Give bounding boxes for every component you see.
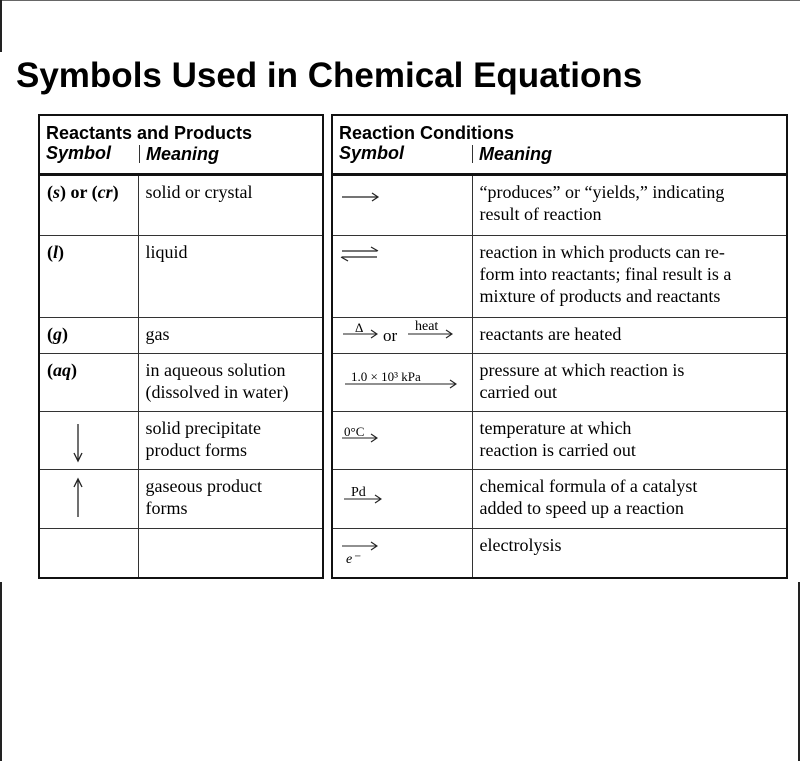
table-header-row — [332, 115, 787, 174]
column-header-symbol: Symbol — [46, 143, 112, 163]
table-row — [332, 235, 787, 317]
meaning-line: temperature at which — [479, 417, 632, 438]
symbol-aqueous: aq — [53, 359, 71, 380]
meaning-cell: electrolysis — [472, 528, 787, 578]
meaning-cell — [472, 469, 787, 528]
left-edge-line — [0, 0, 2, 52]
empty-cell — [138, 528, 323, 578]
symbol-gas: g — [53, 323, 62, 344]
table-row — [332, 317, 787, 353]
symbol-cell: (s) or (cr) — [39, 174, 138, 235]
meaning-cell — [472, 411, 787, 469]
meaning-cell — [138, 469, 323, 528]
or-label: or — [383, 325, 398, 345]
symbol-cell — [332, 469, 472, 528]
table-heading: Reaction Conditions — [339, 123, 514, 143]
delta-label: Δ — [355, 319, 364, 335]
down-arrow-icon — [40, 412, 139, 470]
table-row — [39, 174, 323, 235]
meaning-cell: reactants are heated — [472, 317, 787, 353]
table-header-row — [39, 115, 323, 174]
temperature-label: 0°C — [344, 423, 365, 439]
symbol-liquid: l — [53, 241, 59, 262]
empty-cell — [39, 528, 138, 578]
table-row — [39, 528, 323, 578]
symbol-solid: s — [53, 181, 61, 202]
meaning-line: carried out — [479, 381, 557, 402]
table-row — [332, 353, 787, 411]
symbol-cell — [332, 235, 472, 317]
meaning-line: “produces” or “yields,” indicating — [479, 181, 725, 202]
meaning-cell: gas — [138, 317, 323, 353]
reaction-conditions-table — [331, 114, 788, 579]
table-header-cell — [332, 115, 787, 174]
meaning-line: pressure at which reaction is — [479, 359, 685, 380]
equilibrium-arrows-icon — [333, 236, 473, 318]
symbol-cell — [332, 528, 472, 578]
meaning-cell — [472, 353, 787, 411]
page-title: Symbols Used in Chemical Equations — [16, 56, 643, 95]
table-row — [39, 317, 323, 353]
symbol-cell — [332, 353, 472, 411]
table-heading: Reactants and Products — [46, 123, 253, 143]
meaning-cell — [138, 411, 323, 469]
table-row — [332, 469, 787, 528]
table-row — [39, 469, 323, 528]
meaning-line: (dissolved in water) — [145, 381, 289, 402]
symbol-cell: (g) — [39, 317, 138, 353]
meaning-line: product forms — [145, 439, 247, 460]
meaning-line: reaction in which products can re- — [479, 241, 725, 262]
column-header-meaning: Meaning — [139, 145, 219, 163]
meaning-line: mixture of products and reactants — [479, 285, 721, 306]
meaning-cell — [472, 235, 787, 317]
catalyst-label: Pd — [351, 484, 366, 500]
up-arrow-icon — [40, 470, 139, 529]
meaning-line: added to speed up a reaction — [479, 497, 684, 518]
meaning-line: chemical formula of a catalyst — [479, 475, 698, 496]
symbol-cell — [39, 469, 138, 528]
meaning-line: result of reaction — [479, 203, 602, 224]
meaning-line: gaseous product — [145, 475, 262, 496]
table-row — [332, 411, 787, 469]
table-header-cell — [39, 115, 323, 174]
heat-arrows-icon — [333, 318, 473, 354]
meaning-line: solid precipitate — [145, 417, 261, 438]
pressure-label: 1.0 × 10³ kPa — [351, 368, 421, 384]
meaning-line: form into reactants; final result is a — [479, 263, 732, 284]
meaning-cell: liquid — [138, 235, 323, 317]
table-row — [332, 528, 787, 578]
symbol-cell: (aq) — [39, 353, 138, 411]
symbol-cell — [332, 174, 472, 235]
meaning-line: in aqueous solution — [145, 359, 286, 380]
symbol-cell — [332, 411, 472, 469]
column-header-symbol: Symbol — [339, 143, 405, 163]
reactants-products-table — [38, 114, 324, 579]
symbol-cell — [39, 411, 138, 469]
table-row — [39, 411, 323, 469]
symbol-cell: (l) — [39, 235, 138, 317]
yields-arrow-icon — [333, 176, 473, 237]
meaning-line: forms — [145, 497, 188, 518]
meaning-cell: solid or crystal — [138, 174, 323, 235]
column-header-meaning: Meaning — [472, 145, 552, 163]
left-edge-line-lower — [0, 582, 2, 761]
table-row — [39, 235, 323, 317]
heat-label: heat — [415, 318, 439, 334]
symbol-crystal: cr — [97, 181, 113, 202]
top-edge-line — [0, 0, 800, 1]
meaning-line: reaction is carried out — [479, 439, 636, 460]
meaning-cell — [138, 353, 323, 411]
table-row — [332, 174, 787, 235]
meaning-cell — [472, 174, 787, 235]
electron-label: e⁻ — [346, 551, 360, 567]
table-row — [39, 353, 323, 411]
symbol-cell — [332, 317, 472, 353]
